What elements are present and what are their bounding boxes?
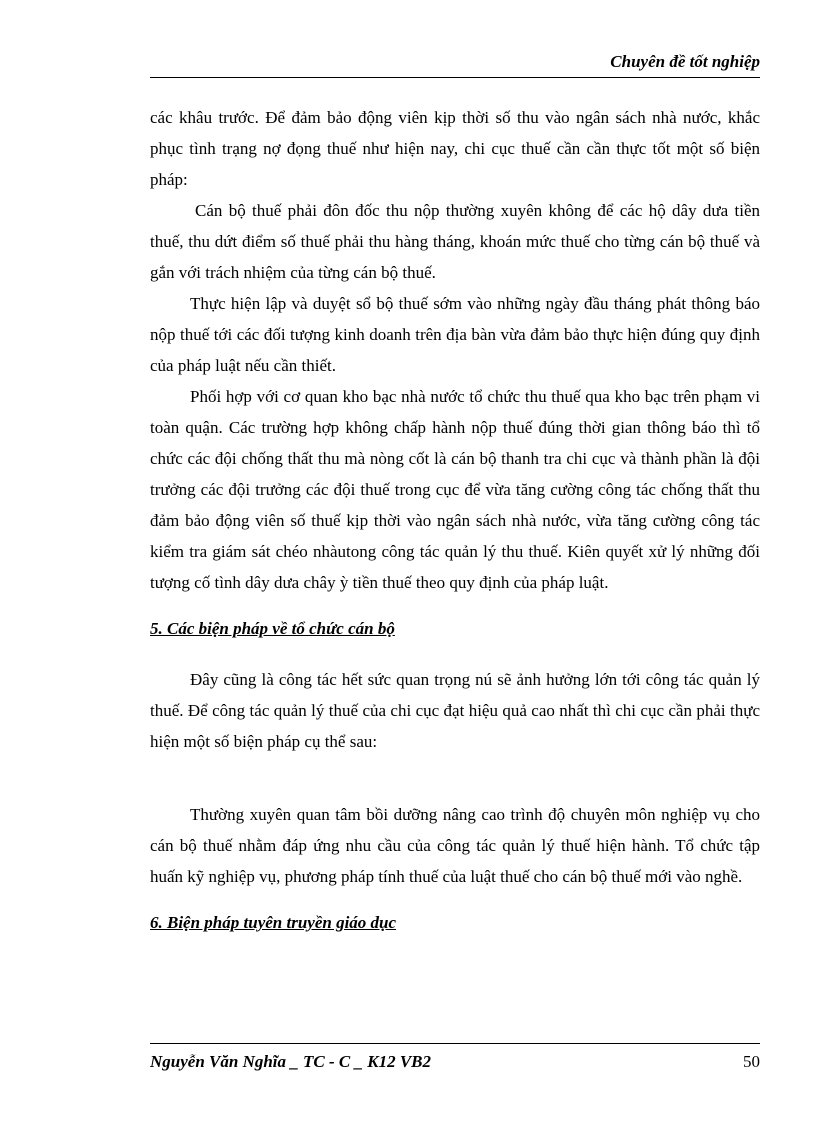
section-heading-6: 6. Biện pháp tuyên truyền giáo dục xyxy=(150,913,397,932)
paragraph: Thực hiện lập và duyệt sổ bộ thuế sớm vào những ngày đầu tháng phát thông báo nộp thuế tới các đối tượng kinh doanh trên địa bàn vừa đảm bảo thực hiện đúng quy định của pháp luật nếu cần thiết. xyxy=(150,294,760,375)
running-header-title: Chuyên đề tốt nghiệp xyxy=(610,52,760,71)
paragraph: Đây cũng là công tác hết sức quan trọng nú sẽ ảnh hưởng lớn tới công tác quản lý thuế. Để công tác quản lý thuế của chi cục đạt hiệu quả cao nhất thì chi cục cần phải thực hiện một số biện pháp cụ thể sau: xyxy=(150,670,760,751)
header-divider xyxy=(150,77,760,78)
footer-author: Nguyễn Văn Nghĩa _ TC - C _ K12 VB2 xyxy=(150,1052,432,1071)
paragraph: các khâu trước. Để đảm bảo động viên kịp thời số thu vào ngân sách nhà nước, khắc phục tình trạng nợ đọng thuế như hiện nay, chi cục thuế cần cần thực tốt một số biện pháp: xyxy=(150,108,760,189)
document-body xyxy=(150,102,760,938)
page-number: 50 xyxy=(743,1052,760,1071)
paragraph: Cán bộ thuế phải đôn đốc thu nộp thường xuyên không để các hộ dây dưa tiền thuế, thu dứt điểm số thuế phải thu hàng tháng, khoán mức thuế cho từng cán bộ thuế và gắn với trách nhiệm của từng cán bộ thuế. xyxy=(150,201,760,282)
paragraph: Phối hợp với cơ quan kho bạc nhà nước tổ chức thu thuế qua kho bạc trên phạm vi toàn quận. Các trường hợp không chấp hành nộp thuế đúng thời gian thông báo thì tổ chức các đội chống thất thu mà nòng cốt là cán bộ thanh tra chi cục và thành phần là đội trưởng các đội trưởng các đội thuế trong cục để vừa tăng cường công tác chống thất thu đảm bảo động viên số thuế kịp thời vào ngân sách nhà nước, vừa tăng cường công tác kiểm tra giám sát chéo nhàutong công tác quản lý thu thuế. Kiên quyết xử lý những đối tượng cố tình dây dưa chây ỳ tiền thuế theo quy định của pháp luật. xyxy=(150,387,760,592)
section-heading-5: 5. Các biện pháp về tổ chức cán bộ xyxy=(150,619,395,638)
paragraph: Thường xuyên quan tâm bồi dưỡng nâng cao trình độ chuyên môn nghiệp vụ cho cán bộ thuế nhằm đáp ứng nhu cầu của công tác quản lý thuế hiện hành. Tổ chức tập huấn kỹ nghiệp vụ, phương pháp tính thuế của luật thuế cho cán bộ thuế mới vào nghề. xyxy=(150,805,760,886)
footer-divider xyxy=(150,1043,760,1044)
